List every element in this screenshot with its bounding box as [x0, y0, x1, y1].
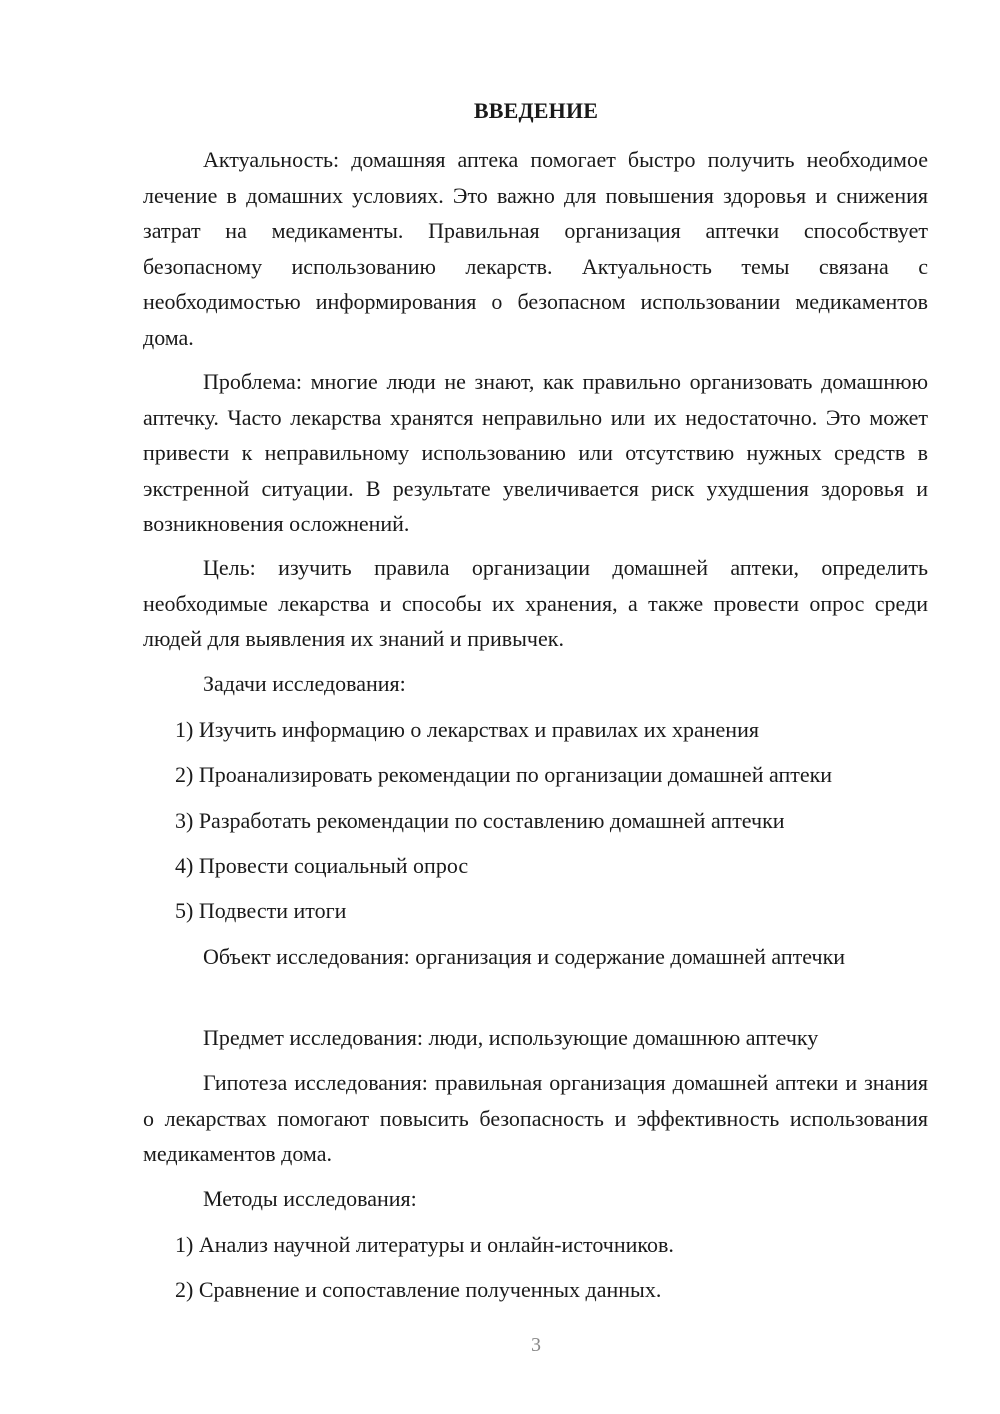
- methods-heading: Методы исследования:: [203, 1186, 417, 1211]
- list-item: 1) Изучить информацию о лекарствах и правилах их хранения: [175, 717, 759, 742]
- paragraph-goal: Цель: изучить правила организации домашней аптеки, определить необходимые лекарства и способы их хранения, а также провести опрос среди людей для выявления их знаний и привычек.: [143, 555, 928, 651]
- list-item: 2) Проанализировать рекомендации по организации домашней аптеки: [175, 762, 833, 787]
- list-item: 4) Провести социальный опрос: [175, 853, 469, 878]
- tasks-heading: Задачи исследования:: [203, 671, 406, 696]
- list-item: 1) Анализ научной литературы и онлайн-источников.: [175, 1232, 674, 1257]
- paragraph-hypothesis: Гипотеза исследования: правильная организация домашней аптеки и знания о лекарствах помогают повысить безопасность и эффективность использования медикаментов дома.: [143, 1070, 928, 1166]
- list-item: 2) Сравнение и сопоставление полученных данных.: [175, 1277, 662, 1302]
- page-title: ВВЕДЕНИЕ: [473, 98, 599, 123]
- paragraph-subject: Предмет исследования: люди, использующие домашнюю аптечку: [203, 1025, 819, 1050]
- paragraph-problem: Проблема: многие люди не знают, как правильно организовать домашнюю аптечку. Часто лекарства хранятся неправильно или их недостаточно. Это может привести к неправильному использованию или отсутствию нужных средств в экстренной ситуации. В результате увеличивается риск ухудшения здоровья и возникновения осложнений.: [143, 369, 928, 536]
- paragraph-relevance: Актуальность: домашняя аптека помогает быстро получить необходимое лечение в домашних условиях. Это важно для повышения здоровья и снижения затрат на медикаменты. Правильная организация аптечки способствует безопасному использованию лекарств. Актуальность темы связана с необходимостью информирования о безопасном использовании медикаментов дома.: [143, 147, 928, 350]
- list-item: 3) Разработать рекомендации по составлению домашней аптечки: [175, 808, 785, 833]
- page-number: 3: [531, 1334, 541, 1356]
- paragraph-object: Объект исследования: организация и содержание домашней аптечки: [203, 944, 846, 969]
- list-item: 5) Подвести итоги: [175, 898, 347, 923]
